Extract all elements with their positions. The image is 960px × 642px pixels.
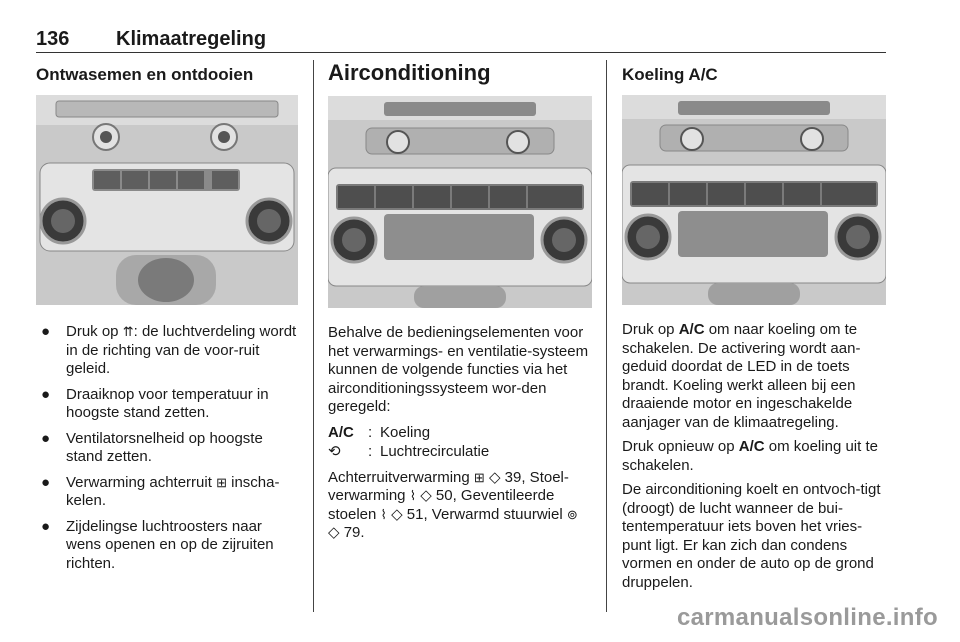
definition-list — [328, 423, 592, 461]
references-paragraph: Achterruitverwarming ⊞ ◇ 39, Stoel-verwarming ⌇ ◇ 50, Geventileerde stoelen ⌇ ◇ 51, Verwarmd stuurwiel ⊚ ◇ 79. — [328, 468, 578, 541]
chapter-title: Klimaatregeling — [116, 28, 267, 50]
list-item: ● Ventilatorsnelheid op hoogste stand zetten. — [41, 429, 263, 465]
column-cooling — [622, 60, 886, 598]
watermark: carmanualsonline.info — [676, 604, 938, 631]
definition-row: A/C : Koeling — [328, 423, 431, 441]
seat-ventilation-icon: ⌇ — [380, 506, 387, 522]
instruction-list — [36, 323, 298, 573]
defrost-windscreen-icon: ⇈ — [122, 324, 134, 339]
climate-panel-figure — [36, 95, 298, 305]
ac-label: A/C — [328, 423, 354, 441]
rear-window-heating-icon: ⊞ — [216, 474, 227, 490]
page-number: 136 — [36, 28, 70, 50]
list-item: ● Druk op ⇈: de luchtverdeling wordt in de richting van de voor-ruit geleid. — [41, 323, 297, 377]
page-header — [36, 26, 886, 53]
intro-paragraph: Behalve de bedieningselementen voor het verwarmings- en ventilatie-systeem kunnen de volgende functies via het airconditioningssysteem wor-den geregeld: — [328, 324, 589, 415]
heated-steering-wheel-icon: ⊚ — [566, 506, 578, 522]
column-defrost — [36, 60, 298, 580]
seat-heating-icon: ⌇ — [409, 488, 417, 503]
section-title: Ontwasemen en ontdooien — [36, 65, 254, 84]
cooling-off-paragraph: Druk opnieuw op A/C om koeling uit te schakelen. — [622, 438, 878, 474]
cooling-paragraph: Druk op A/C om naar koeling om te schakelen. De activering wordt aan-geduid doordat de LED in de toets brandt. Koeling werkt alleen bij een draaiende motor en ingeschakelde aanjager van de klimaatregeling. — [622, 321, 861, 431]
definition-row: ⟲ : Luchtrecirculatie — [328, 442, 490, 460]
list-item: ● Draaiknop voor temperatuur in hoogste stand zetten. — [41, 385, 269, 421]
climate-panel-figure — [328, 96, 592, 308]
rear-window-heating-icon: ⊞ — [473, 469, 485, 485]
list-item: ● Zijdelingse luchtroosters naar wens openen en op de zijruiten richten. — [41, 517, 274, 572]
section-title: Koeling A/C — [622, 65, 718, 84]
column-divider — [606, 60, 607, 612]
recirculation-icon: ⟲ — [328, 442, 341, 460]
section-title: Airconditioning — [328, 60, 491, 85]
condensation-paragraph: De airconditioning koelt en ontvoch-tigt (droogt) de lucht wanneer de bui-tentemperatuur iets boven het vries-punt ligt. Er kan zich dan condens vormen en onder de auto op de grond druppelen. — [622, 481, 881, 591]
column-divider — [313, 60, 314, 612]
ac-label: A/C — [738, 438, 765, 455]
climate-panel-figure — [622, 95, 886, 305]
column-airconditioning — [328, 60, 592, 549]
list-item: ● Verwarming achterruit ⊞ inscha-kelen. — [41, 473, 280, 509]
ac-label: A/C — [678, 321, 705, 338]
